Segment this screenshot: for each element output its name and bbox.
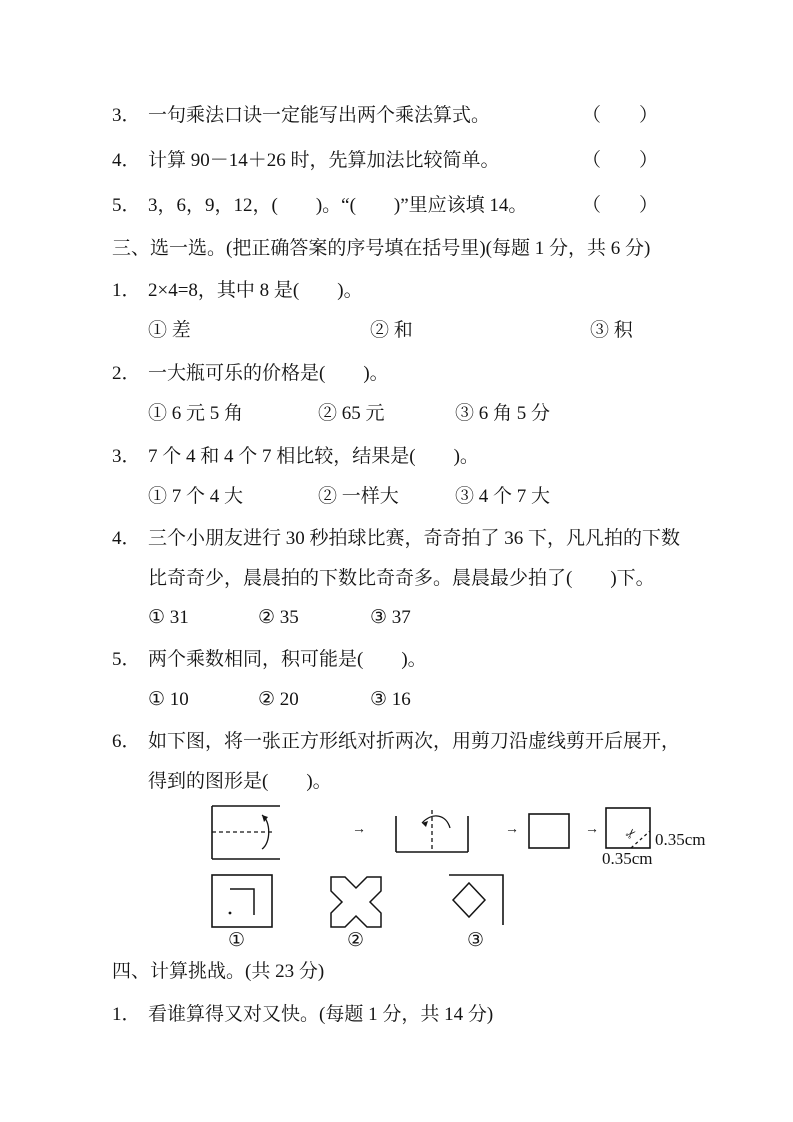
- choose-q1-options: [148, 319, 658, 343]
- question-text: 3，6，9，12，( )。“( )”里应该填 14。: [148, 195, 528, 216]
- arrow-right-icon: →: [505, 822, 519, 837]
- question-number: 4．: [112, 150, 141, 171]
- choose-q2: [112, 362, 658, 386]
- answer-paren: （ ）: [581, 195, 658, 216]
- option-3: ③ 16: [370, 689, 411, 710]
- option-2: ② 一样大: [318, 486, 399, 507]
- question-number: 2．: [112, 363, 141, 384]
- cut-size-label-bottom: 0.35cm: [602, 849, 653, 868]
- question-text: 一大瓶可乐的价格是( )。: [148, 363, 389, 384]
- choose-q3: [112, 445, 658, 469]
- option-1: ① 31: [148, 607, 189, 628]
- answer-figure-2: [327, 873, 385, 931]
- judge-item-3: [112, 104, 658, 128]
- option-3: ③ 37: [370, 607, 411, 628]
- question-text: 计算 90－14＋26 时，先算加法比较简单。: [148, 150, 500, 171]
- judge-item-4: [112, 149, 658, 173]
- choose-q5: [112, 648, 658, 672]
- question-text: 两个乘数相同，积可能是( )。: [148, 649, 427, 670]
- question-text: 7 个 4 和 4 个 7 相比较，结果是( )。: [148, 446, 479, 467]
- question-number: 1．: [112, 280, 141, 301]
- figure-label-2: ②: [347, 930, 365, 951]
- question-number: 6．: [112, 731, 141, 752]
- fold-step3-figure: [527, 812, 571, 850]
- question-number: 3．: [112, 105, 141, 126]
- square-fold-once-diagram: [210, 804, 282, 862]
- figure-label-1: ①: [228, 930, 246, 951]
- answer-figure-1: [210, 873, 274, 929]
- question-number: 4．: [112, 528, 141, 549]
- choose-q5-options: [148, 688, 658, 712]
- answer-figure-3: [447, 873, 505, 931]
- option-2: ② 65 元: [318, 403, 385, 424]
- question-text: 一句乘法口诀一定能写出两个乘法算式。: [148, 105, 491, 126]
- choose-q4-options: [148, 606, 658, 630]
- choose-q1: [112, 279, 658, 303]
- square-fold-twice-diagram: [392, 808, 472, 858]
- scissors-icon: ✂: [621, 824, 641, 843]
- question-text: 看谁算得又对又快。(每题 1 分，共 14 分): [148, 1004, 494, 1025]
- x-cross-shape-diagram: [327, 873, 385, 931]
- section-choose-title: 三、选一选。(把正确答案的序号填在括号里)(每题 1 分，共 6 分): [112, 238, 651, 259]
- question-number: 1．: [112, 1004, 141, 1025]
- option-1: ① 7 个 4 大: [148, 486, 244, 507]
- folded-square-diagram: [527, 812, 571, 850]
- arrow-right-icon: →: [352, 822, 366, 837]
- choose-q2-options: [148, 402, 658, 426]
- section-calc-title: 四、计算挑战。(共 23 分): [112, 961, 325, 982]
- option-1: ① 差: [148, 320, 191, 341]
- question-number: 5．: [112, 195, 141, 216]
- choose-q4-line1: [112, 527, 681, 551]
- question-text: 2×4=8，其中 8 是( )。: [148, 280, 363, 301]
- option-3: ③ 积: [590, 320, 633, 341]
- question-number: 5．: [112, 649, 141, 670]
- fold-step1-figure: [210, 804, 282, 862]
- question-number: 3．: [112, 446, 141, 467]
- fold-step2-figure: [392, 808, 472, 858]
- figure-label-3: ③: [467, 930, 485, 951]
- choose-q6-line1: [112, 730, 681, 754]
- choose-q3-options: [148, 485, 658, 509]
- choose-q4-line2: 比奇奇少，晨晨拍的下数比奇奇多。晨晨最少拍了( )下。: [148, 568, 655, 589]
- question-text: 三个小朋友进行 30 秒拍球比赛，奇奇拍了 36 下，凡凡拍的下数: [148, 528, 681, 549]
- square-with-inner-square-diagram: [210, 873, 274, 929]
- option-2: ② 20: [258, 689, 299, 710]
- option-3: ③ 4 个 7 大: [455, 486, 551, 507]
- answer-paren: （ ）: [581, 105, 658, 126]
- choose-q6-line2: 得到的图形是( )。: [148, 771, 332, 792]
- cut-size-label-right: 0.35cm: [655, 830, 706, 849]
- option-1: ① 10: [148, 689, 189, 710]
- arrow-right-icon: →: [585, 822, 599, 837]
- corner-with-diamond-diagram: [447, 873, 505, 931]
- calc-item-1: [112, 1003, 658, 1027]
- option-2: ② 35: [258, 607, 299, 628]
- judge-item-5: [112, 194, 658, 218]
- option-3: ③ 6 角 5 分: [455, 403, 551, 424]
- question-text: 如下图，将一张正方形纸对折两次，用剪刀沿虚线剪开后展开，: [148, 731, 681, 752]
- answer-paren: （ ）: [581, 150, 658, 171]
- option-2: ② 和: [370, 320, 413, 341]
- option-1: ① 6 元 5 角: [148, 403, 244, 424]
